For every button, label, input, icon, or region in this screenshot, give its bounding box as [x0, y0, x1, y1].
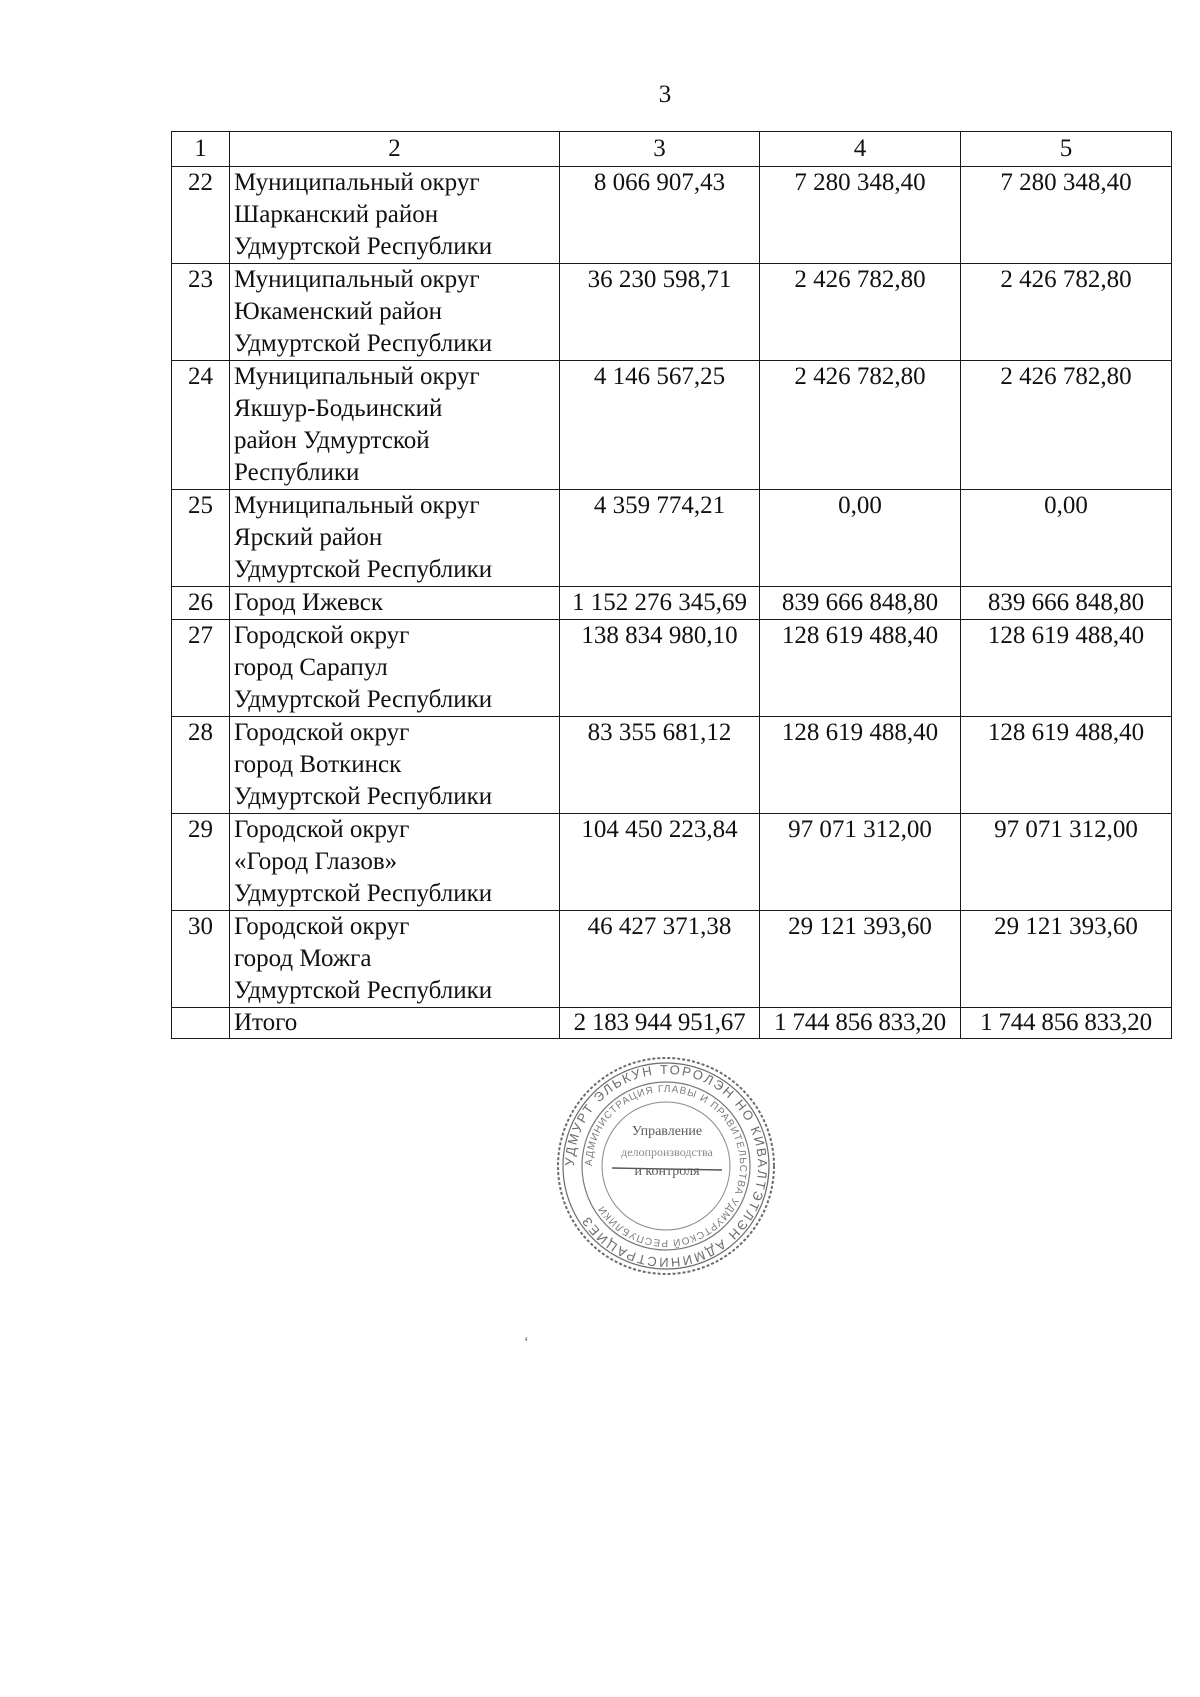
- amount-col3: 83 355 681,12: [560, 717, 760, 814]
- amount-col4: 839 666 848,80: [760, 587, 961, 620]
- amount-col5: 7 280 348,40: [961, 167, 1172, 264]
- page-number: 3: [658, 81, 672, 108]
- stray-mark: ʻ: [524, 1335, 529, 1350]
- table-row: [172, 717, 1172, 814]
- amount-col4: 97 071 312,00: [760, 814, 961, 911]
- municipality-name: Городской округ город Можга Удмуртской Республики: [230, 911, 560, 1008]
- seal-center-line: Управление: [631, 1124, 703, 1139]
- amount-col5: 128 619 488,40: [961, 717, 1172, 814]
- municipality-name: Городской округ «Город Глазов» Удмуртской Республики: [230, 814, 560, 911]
- table-row: [172, 264, 1172, 361]
- amount-col3: 1 152 276 345,69: [560, 587, 760, 620]
- municipality-name: Городской округ город Воткинск Удмуртской Республики: [230, 717, 560, 814]
- table-row: [172, 490, 1172, 587]
- row-number: 30: [172, 911, 230, 1008]
- municipality-name: Город Ижевск: [230, 587, 560, 620]
- table-row: [172, 167, 1172, 264]
- amount-col5: 29 121 393,60: [961, 911, 1172, 1008]
- seal-inner-text: АДМИНИСТРАЦИЯ ГЛАВЫ И ПРАВИТЕЛЬСТВА УДМУРТСКОЙ РЕСПУБЛИКИ: [583, 1083, 749, 1249]
- column-header: 4: [760, 132, 961, 167]
- amount-col5: 128 619 488,40: [961, 620, 1172, 717]
- municipality-name: Муниципальный округ Юкаменский район Удмуртской Республики: [230, 264, 560, 361]
- total-number: [172, 1008, 230, 1039]
- amount-col4: 2 426 782,80: [760, 361, 961, 490]
- table-header-row: [172, 132, 1172, 167]
- amount-col5: 0,00: [961, 490, 1172, 587]
- row-number: 25: [172, 490, 230, 587]
- seal-outer-text: УДМУРТ ЭЛЬКУН ТОРОЛЭН НО КИВАЛТЭТЛЭН АДМИНИСТРАЦИЕЗ: [561, 1061, 771, 1271]
- amount-col5: 2 426 782,80: [961, 264, 1172, 361]
- row-number: 23: [172, 264, 230, 361]
- table-row: [172, 911, 1172, 1008]
- column-header: 3: [560, 132, 760, 167]
- total-col5: 1 744 856 833,20: [961, 1008, 1172, 1039]
- table-row: [172, 587, 1172, 620]
- amount-col3: 138 834 980,10: [560, 620, 760, 717]
- budget-table: [171, 131, 1172, 1039]
- amount-col3: 36 230 598,71: [560, 264, 760, 361]
- amount-col4: 7 280 348,40: [760, 167, 961, 264]
- amount-col4: 0,00: [760, 490, 961, 587]
- row-number: 24: [172, 361, 230, 490]
- amount-col3: 4 146 567,25: [560, 361, 760, 490]
- amount-col4: 128 619 488,40: [760, 717, 961, 814]
- amount-col5: 97 071 312,00: [961, 814, 1172, 911]
- seal-center-text: [608, 1122, 726, 1182]
- table-row: [172, 361, 1172, 490]
- municipality-name: Муниципальный округ Шарканский район Удмуртской Республики: [230, 167, 560, 264]
- municipality-name: Муниципальный округ Якшур-Бодьинский район Удмуртской Республики: [230, 361, 560, 490]
- row-number: 26: [172, 587, 230, 620]
- total-col3: 2 183 944 951,67: [560, 1008, 760, 1039]
- total-label: Итого: [230, 1008, 560, 1039]
- total-row: [172, 1008, 1172, 1039]
- municipality-name: Городской округ город Сарапул Удмуртской Республики: [230, 620, 560, 717]
- amount-col3: 4 359 774,21: [560, 490, 760, 587]
- amount-col3: 104 450 223,84: [560, 814, 760, 911]
- row-number: 29: [172, 814, 230, 911]
- municipality-name: Муниципальный округ Ярский район Удмуртской Республики: [230, 490, 560, 587]
- seal-center-line: и контроля: [634, 1164, 700, 1179]
- amount-col3: 8 066 907,43: [560, 167, 760, 264]
- column-header: 2: [230, 132, 560, 167]
- table-row: [172, 620, 1172, 717]
- total-col4: 1 744 856 833,20: [760, 1008, 961, 1039]
- amount-col5: 2 426 782,80: [961, 361, 1172, 490]
- amount-col3: 46 427 371,38: [560, 911, 760, 1008]
- table-row: [172, 814, 1172, 911]
- amount-col4: 128 619 488,40: [760, 620, 961, 717]
- seal-center-line: делопроизводства: [621, 1145, 713, 1159]
- row-number: 27: [172, 620, 230, 717]
- column-header: 1: [172, 132, 230, 167]
- row-number: 22: [172, 167, 230, 264]
- column-header: 5: [961, 132, 1172, 167]
- amount-col5: 839 666 848,80: [961, 587, 1172, 620]
- row-number: 28: [172, 717, 230, 814]
- amount-col4: 2 426 782,80: [760, 264, 961, 361]
- amount-col4: 29 121 393,60: [760, 911, 961, 1008]
- official-seal: [552, 1052, 780, 1280]
